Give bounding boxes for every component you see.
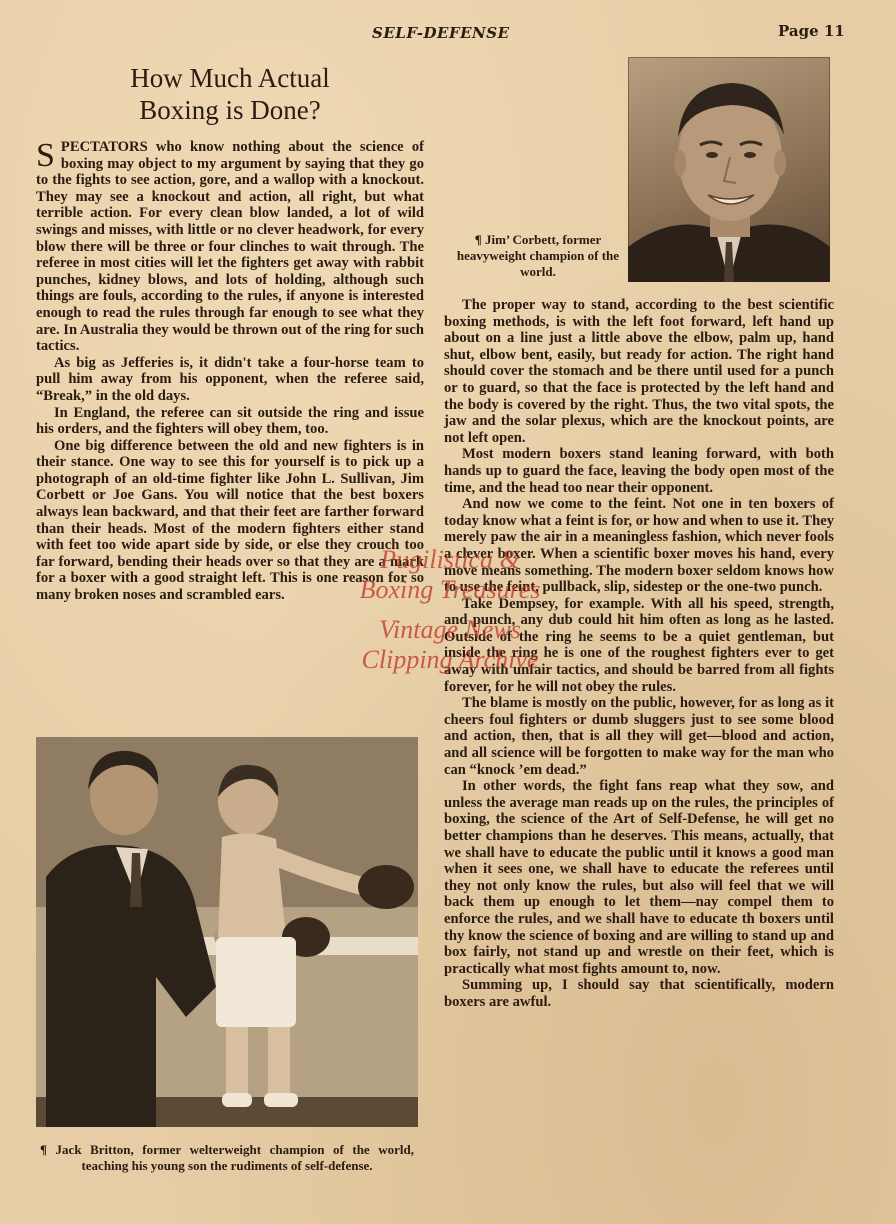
paragraph-7: And now we come to the feint. Not one in ten boxers of today know what a feint is for, or how and when to use it. They merely paw the air in a meaningless fashion, which never fools a clever boxer. When a scientific boxer moves his hand, every move means something. The modern boxer seldom knows how to use the feint, pullback, slip, sidestep or the one-two punch. <box>444 496 834 596</box>
paragraph-2: As big as Jefferies is, it didn't take a four-horse team to pull him away from his opponent, when the referee said, “Break,” in the old days. <box>36 354 424 404</box>
headline-line-2: Boxing is Done? <box>139 95 321 125</box>
watermark <box>300 545 600 675</box>
paragraph-5: The proper way to stand, according to the best scientific boxing methods, is with the left foot forward, left hand up about on a line just a little above the elbow, palm up, hand shut, elbow bent, easily, but ready for action. The right hand should cover the stomach and be there until used for a punch or to guard, so that the face is protected by the left hand and the body is covered by the right. Thus, the two vital spots, the jaw and the solar plexus, which are the knockout points, are not left open. <box>444 297 834 446</box>
paragraph-1 <box>36 139 424 355</box>
paragraph-11: Summing up, I should say that scientifically, modern boxers are awful. <box>444 977 834 1010</box>
britton-caption: ¶ Jack Britton, former welterweight champion of the world, teaching his young son the rudiments of self-defense. <box>40 1142 414 1173</box>
corbett-portrait-photo <box>628 57 830 282</box>
watermark-line-2: Boxing Treasures <box>359 575 541 604</box>
paragraph-9: The blame is mostly on the public, however, for as long as it cheers foul fighters or dumb sluggers just to see some blood and action, then, that is all they will get—blood and action, and all science will be forgotten to make way for the man who can “knock ’em dead.” <box>444 695 834 778</box>
page-number: Page 11 <box>778 22 845 40</box>
headline-line-1: How Much Actual <box>130 63 330 93</box>
article-headline <box>60 62 400 126</box>
portrait-illustration <box>628 57 830 282</box>
watermark-line-1: Pugilistica & <box>380 545 520 574</box>
running-head: SELF-DEFENSE <box>372 24 510 42</box>
paragraph-6: Most modern boxers stand leaning forward, with both hands up to guard the face, leaving the body open most of the time, and the head too near their opponent. <box>444 446 834 496</box>
paragraph-1-text: PECTATORS who know nothing about the science of boxing may object to my argument by saying that they go to the fights to see action, gore, and a wallop with a knockout. They may see a knockout and action, all right, but what terrible action. For every clean blow landed, a lot of wild swings and misses, with little or no clever headwork, for every blow there will be three or four clinches to wait through. The referee in most cities will let the fighters get away with rabbit punches, kidney blows, and lots of holding, although such things are fouls, according to the rules, if anyone is interested enough to read the rules through far enough to see what they are. In Australia they would be thrown out of the ring for such tactics. <box>36 139 424 355</box>
corbett-caption: ¶ Jim’ Corbett, former heavyweight champion of the world. <box>456 232 620 279</box>
paragraph-4: One big difference between the old and new fighters is in their stance. One way to see this for yourself is to pick up a photograph of an old-time fighter like John L. Sullivan, Jim Corbett or Joe Gans. You will notice that the best boxers always lean backward, and that their feet are farther forward than their heads. Most of the modern fighters either stand with feet too wide apart side by side, or else they crouch too far forward, bending their heads over so that they are a mark for a boxer with a good straight left. This is one reason for so many broken noses and scrambled ears. <box>36 437 424 604</box>
paragraph-10: In other words, the fight fans reap what they sow, and unless the average man reads up on the rules, the principles of boxing, the science of the Art of Self-Defense, he will get no better champions than he deserves. This means, actually, that we shall have to educate the public until it knows a good man when it sees one, we shall have to educate the referees until they not only know the rules, but also will feel that we will back them up enough to let them—nay compel them to enforce the rules, and we shall have to educate th boxers until thy know the science of boxing and are willing to stand up and box fairly, not stand up and wrestle on their feet, which is practically what most fights amount to, now. <box>444 778 834 977</box>
paragraph-3: In England, the referee can sit outside the ring and issue his orders, and the fighters will obey them, too. <box>36 404 424 438</box>
drop-cap: S <box>36 137 55 174</box>
paragraph-8: Take Dempsey, for example. With all his speed, strength, and punch, any dub could hit him often as long as he lasted. Outside of the ring he seems to be a quiet gentleman, but inside the ring he is one of the roughest fighters ever to get away with unfair tactics, and should be barred from all fights forever, for he will not obey the rules. <box>444 595 834 695</box>
watermark-line-3: Vintage News <box>379 615 521 644</box>
boxing-lesson-illustration <box>36 737 418 1127</box>
left-text-column <box>36 139 424 604</box>
britton-teaching-son-photo <box>36 737 418 1127</box>
watermark-line-4: Clipping Archive <box>361 645 539 674</box>
